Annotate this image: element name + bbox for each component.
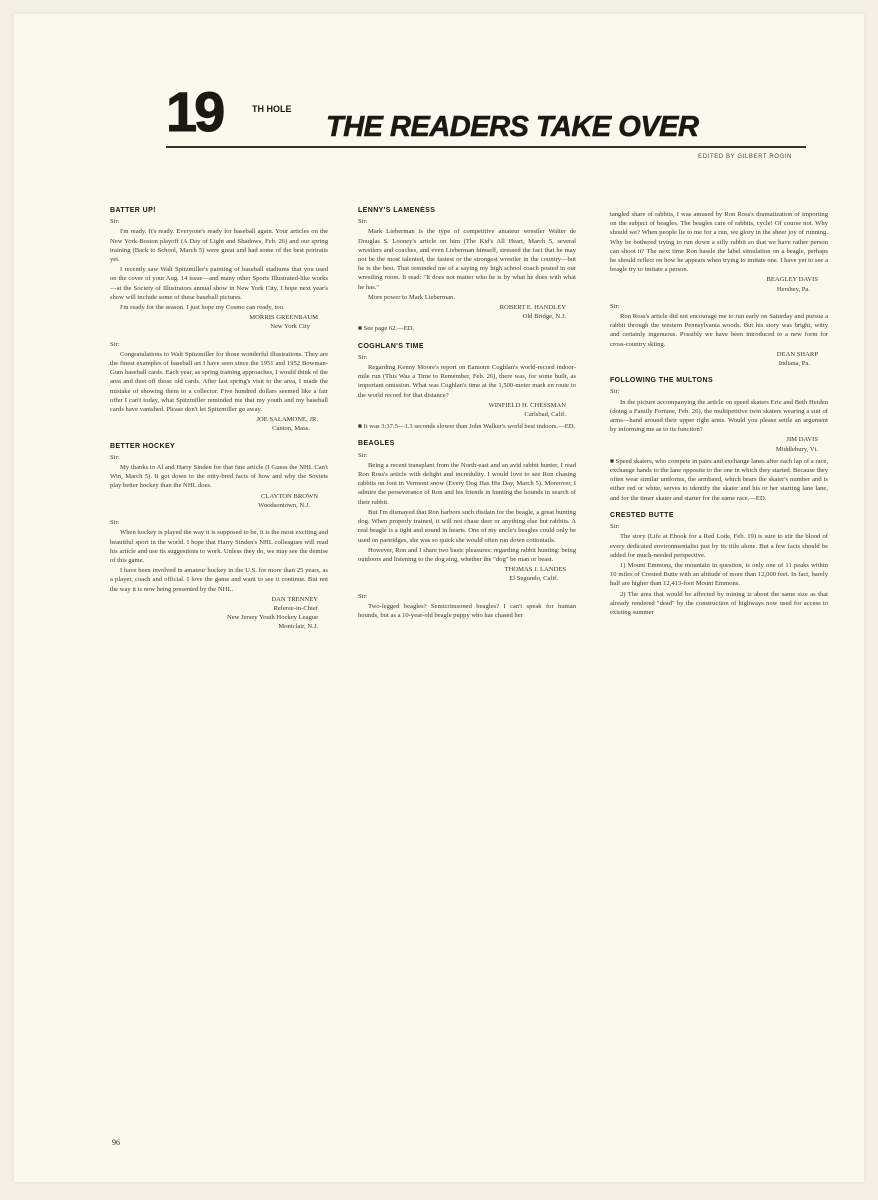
signature-name: JIM DAVIS bbox=[786, 436, 818, 444]
signature-place: Carlsbad, Calif. bbox=[524, 411, 566, 419]
salutation: Sir: bbox=[110, 218, 120, 226]
editor-note: ■ See page 62.—ED. bbox=[358, 325, 415, 333]
page-header bbox=[166, 82, 806, 148]
letter-paragraph: Regarding Kenny Moore's report on Eamonn Coghlan's world-record indoor-mile run (This Was a Time to Remember, Feb. 26), there was, for some built, as important omission. What was Coghlan's time at the 1,500-meter mark en route to the world record for that distance? bbox=[358, 364, 576, 399]
column-1 bbox=[110, 206, 328, 632]
section-heading: BATTER UP! bbox=[110, 207, 156, 214]
letter-paragraph: But I'm dismayed that Ron harbors such disdain for the beagle, a great hunting dog. When properly trained, it will not chase deer or anything else but rabbits. A real beagle is a tight and sound in hearts. One of my uncle's beagles could only be used on partridges, she was so quick she would often run down cottontails. bbox=[358, 508, 576, 544]
section-heading: COGHLAN'S TIME bbox=[358, 342, 424, 350]
editor-note: ■ Speed skaters, who compete in pairs and exchange lanes after each lap of a race, exchange hands to the lane opposite to the one in which they started. Because they often wear similar uniforms, the armband, which bears the skater's number and is either red or white, serves to identify the skater and his or her starting lane lane, and for the timer skater and starter for the same race.—ED. bbox=[610, 457, 828, 502]
letter-paragraph: I'm ready. It's ready. Everyone's ready for baseball again. Your articles on the New York-Boston playoff (A Day of Light and Shadows, Feb. 26) and our spring training (Back to School, March 5) were great and had some of the best portraits yet. bbox=[110, 228, 328, 264]
letter-paragraph: 1) Mount Emmons, the mountain in question, is only one of 11 peaks within 10 miles of Crested Butte with an altitude of more than 12,000 feet. In fact, barely half are higher than 12,413-foot Mount Emmons. bbox=[610, 561, 828, 588]
letter-paragraph: More power to Mark Lieberman. bbox=[368, 293, 455, 301]
signature-place: Indiana, Pa. bbox=[778, 360, 810, 368]
signature-name: BEAGLEY DAVIS bbox=[766, 276, 818, 284]
section-heading: CRESTED BUTTE bbox=[610, 511, 674, 519]
letter-paragraph: Congratulations to Walt Spitzmiller for those wonderful illustrations. They are the finest examples of baseball art I have seen since the 1951 and 1952 Bowman-Gum baseball cards. Each year, as spring training approaches, I would think of the area and dust off those old cards. After last spring's visit to the area, I made the mistake of showing them to a collector. Five hundred dollars seemed like a fair offer I can't today, what Spitzmiller reminded me that my youth and my baseball cards have vanished. Please don't let Spitzmiller go away. bbox=[110, 350, 328, 414]
signature-name: THOMAS J. LANDES bbox=[504, 566, 566, 574]
hole-number: 19 bbox=[166, 80, 223, 143]
signature-name: WINFIELD H. CHESSMAN bbox=[488, 401, 566, 409]
column-2 bbox=[358, 206, 576, 621]
salutation: Sir: bbox=[610, 388, 620, 396]
signature-place: Montclair, N.J. bbox=[278, 623, 318, 631]
letter-paragraph: Ron Ross's article did not encourage me to run early on Saturday and pursue a rabbit through the western Pennsylvania woods. But his story was bright, witty and certainly ingenuous. Possibly we have been introduced to a new form for cross-country skiing. bbox=[610, 313, 828, 348]
salutation: Sir: bbox=[110, 453, 120, 461]
signature-place: Woodsontown, N.J. bbox=[258, 501, 310, 509]
salutation: Sir: bbox=[110, 340, 120, 348]
section-heading: FOLLOWING THE MULTONS bbox=[610, 377, 714, 385]
magazine-page bbox=[14, 14, 864, 1182]
signature-name: DEAN SHARP bbox=[776, 350, 818, 358]
letter-paragraph: I'm ready for the season. I just hope my Cosmo can ready, too. bbox=[120, 304, 285, 312]
letter-paragraph: My thanks to Al and Harry Sinden for that fine article (I Guess the NHL Can't Win, March 5). It got down to the nitty-bred facts of how and why the Soviets play better hockey than the NHL does. bbox=[110, 464, 328, 490]
signature-name: ROBERT E. HANDLEY bbox=[499, 304, 566, 312]
page-number: 96 bbox=[112, 1138, 120, 1147]
editor-note: ■ It was 3:37.5—1.3 seconds slower than John Walker's world best indoors.—ED. bbox=[358, 423, 576, 431]
letter-paragraph: In the picture accompanying the article on speed skaters Eric and Beth Heiden (doing a Family Fortune, Feb. 26), the multipetitive twin skaters wearing a suit of arms—hand around their upper right arms. Would you please settle an argument by informing me as to its function? bbox=[610, 398, 828, 434]
signature-place: Old Bridge, N.J. bbox=[522, 313, 566, 321]
letter-paragraph: However, Ron and I share two basic pleasures: regarding rabbit hunting: being outdoors and listening to the dog sing, whether the "dog" be man or beast. bbox=[358, 546, 576, 563]
letter-paragraph: Two-legged beagles? Semicrimsoned beagles? I can't speak for human hounds, but as a 10-year-old beagle puppy who has chased her bbox=[358, 602, 576, 619]
salutation: Sir: bbox=[358, 353, 368, 361]
section-heading: LENNY'S LAMENESS bbox=[358, 207, 436, 214]
signature-line: New Jersey Youth Hockey League bbox=[226, 614, 318, 622]
salutation: Sir: bbox=[358, 451, 368, 459]
page-title: THE READERS TAKE OVER bbox=[326, 111, 699, 143]
signature-place: New York City bbox=[270, 323, 310, 331]
salutation: Sir: bbox=[358, 592, 368, 600]
salutation: Sir: bbox=[110, 519, 120, 527]
section-heading: BETTER HOCKEY bbox=[110, 442, 176, 450]
signature-name: CLAYTON BROWN bbox=[261, 492, 318, 500]
editor-credit: EDITED BY GILBERT ROGIN bbox=[698, 154, 792, 160]
signature-name: DAN TRENNEY bbox=[271, 595, 318, 603]
salutation: Sir: bbox=[610, 523, 620, 531]
signature-place: El Segundo, Calif. bbox=[509, 575, 558, 583]
signature-name: JOE SALAMONE, JR. bbox=[256, 416, 318, 424]
salutation: Sir: bbox=[610, 302, 620, 310]
signature-place: Canton, Mass. bbox=[272, 425, 310, 433]
signature-line: Referee-in-Chief bbox=[273, 604, 318, 612]
signature-name: MORRIS GREENBAUM bbox=[249, 314, 318, 322]
letter-paragraph: I have been involved in amateur hockey in the U.S. for more than 25 years, as a player, coach and official. I love the game and want to see it continue. But not the way it is now being presented by the NHL. bbox=[110, 567, 328, 593]
signature-place: Middlebury, Vt. bbox=[775, 445, 818, 453]
letter-paragraph: tangled share of rabbits, I was amused by Ron Ross's dramatization of importing on the subject of beagles. The beagles care of rabbits, cycle! Of course not. Why should we? When people lie to me for a run, we glory in the sheer joy of running. Why be bothered trying to run down a silly rabbit so that we have rather person can shoot it? The next time Ron hassle the label simulation on a beagle, perhaps he should reflect on how he appears when trying to imitate one. I have yet to see a beagle try to imitate a person. bbox=[610, 211, 828, 274]
letter-paragraph: When hockey is played the way it is supposed to be, it is the most exciting and beautiful sport in the world. I hope that Harry Sinden's NHL colleagues will read his article and use its suggestions to work. Unless they do, we may see the demise of this game. bbox=[110, 529, 328, 564]
title-rule bbox=[166, 146, 806, 148]
letter-paragraph: 2) The area that would be affected by mining is about the same size as that already rendered "dead" by the construction of highways now used for access to existing summer bbox=[610, 590, 828, 616]
column-3 bbox=[610, 210, 828, 618]
letter-paragraph: Mark Lieberman is the type of competitive amateur wrestler Walter de Douglas S. Looney's article on him (The Kid's All Heart, March 5, several wrestlers and coaches, and even Lieberman himself, stressed the fact that he may not be the most talented, the fastest or the strongest wrestler in the country—but he is the best. That reminded me of a saying my high school coach posted in our wrestling room. It read: "It does not matter who he is by what he does with what he has." bbox=[358, 228, 576, 291]
letter-paragraph: Being a recent transplant from the North-east and an avid rabbit hunter, I read Ron Ross's article with delight and incredulity. I would love to see Ron chasing rabbits on foot in Vermont snow (Every Dog Has His Day, March 5). Moreover, I admire the perseverance of Ron and his friends in hunting the hounds in search of their rabbit. bbox=[358, 461, 576, 506]
letter-paragraph: The story (Life at Ebook for a Red Lode, Feb. 19) is sure to stir the blood of every dedicated environmentalist just by its title alone. But a few facts should be added for much-needed perspective. bbox=[610, 533, 828, 559]
salutation: Sir: bbox=[358, 218, 368, 226]
section-heading: BEAGLES bbox=[358, 440, 395, 448]
hole-suffix: TH HOLE bbox=[252, 104, 292, 114]
signature-place: Hershey, Pa. bbox=[776, 285, 810, 293]
letter-paragraph: I recently saw Walt Spitzmiller's painting of baseball stadiums that you used on the cover of your Aug. 14 issue—and many other Sports Illustrated-like works—at the Society of Illustrators annual show in New York City. I hope next year's show will include some of these baseball pictures. bbox=[110, 266, 328, 301]
